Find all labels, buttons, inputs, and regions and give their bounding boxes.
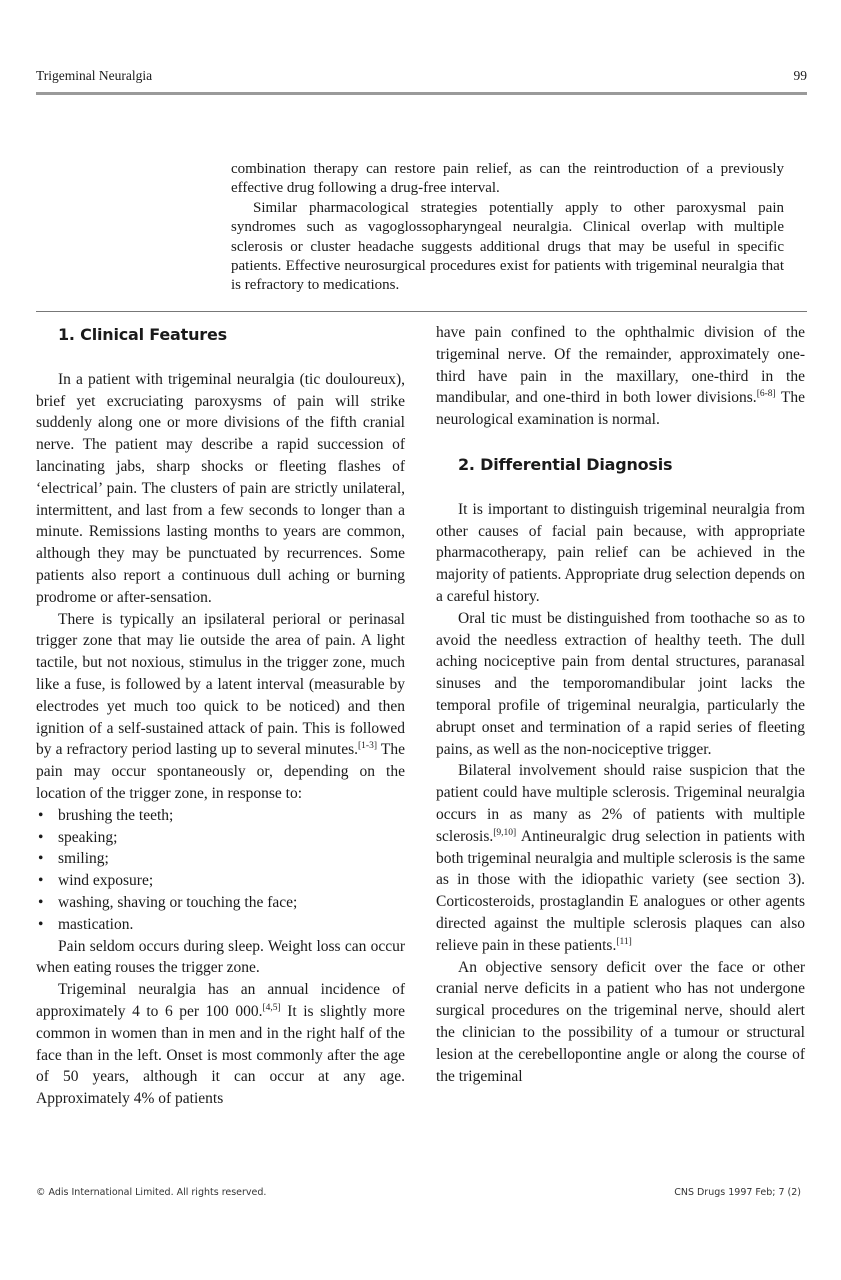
copyright-notice: © Adis International Limited. All rights reserved.: [36, 1187, 267, 1198]
citation-ref: [1-3]: [358, 741, 378, 752]
paragraph-text: Trigeminal neuralgia has an annual incidence of approximately 4 to 6 per 100 000.: [36, 981, 405, 1020]
list-item: [36, 870, 405, 892]
citation-ref: [11]: [616, 936, 632, 947]
list-item-text: brushing the teeth;: [58, 806, 174, 824]
abstract-paragraph-1: combination therapy can restore pain relief, as can the reintroduction of a previously effective drug following a drug-free interval.: [231, 161, 784, 197]
paragraph-text: Antineuralgic drug selection in patients with both trigeminal neuralgia and multiple sclerosis is the same as in those with the idiopathic variety (see section 3). Corticosteroids, prostaglandin E analogues or other agents directed against the multiple sclerosis plaques can also relieve pain in these patients.: [436, 827, 805, 954]
citation-ref: [6-8]: [756, 389, 776, 400]
list-item: [36, 892, 405, 914]
page-footer: [36, 1187, 807, 1203]
abstract-continuation: [231, 160, 784, 296]
section-1-paragraph-2: [36, 609, 405, 805]
journal-citation: CNS Drugs 1997 Feb; 7 (2): [674, 1187, 801, 1198]
bullet-icon: •: [38, 828, 44, 846]
section-2-heading: 2. Differential Diagnosis: [458, 454, 673, 474]
citation-ref: [4,5]: [262, 1002, 281, 1013]
section-1-paragraph-3: Pain seldom occurs during sleep. Weight loss can occur when eating rouses the trigger zone.: [36, 937, 405, 977]
section-1-paragraph-4: [36, 979, 405, 1110]
section-1-paragraph-4-continued: [436, 322, 805, 431]
paragraph-text: It is slightly more common in women than in men and in the right half of the face than in the left. Onset is most commonly after the age of 50 years, although it can occur at any age. Approximately 4% of patients: [36, 1002, 405, 1108]
bullet-icon: •: [38, 850, 44, 868]
page-number: 99: [793, 68, 807, 83]
header-rule: [36, 92, 807, 95]
section-2-paragraph-4: An objective sensory deficit over the face or other cranial nerve deficits in a patient who has not undergone surgical procedures on the trigeminal nerve, should alert the clinician to the possibility of a tumour or structural lesion at the cerebellopontine angle or along the course of the trigeminal: [436, 958, 805, 1085]
right-column: [436, 322, 805, 1087]
left-column: [36, 322, 405, 1110]
paragraph-text: There is typically an ipsilateral perioral or perinasal trigger zone that may lie outside the area of pain. A light tactile, but not noxious, stimulus in the trigger zone, much like a fuse, is followed by a latent interval (measurable by electrodes yet much too quick to be noticed) and then ignition of a self-sustained attack of pain. This is followed by a refractory period lasting up to several minutes.: [36, 610, 405, 759]
list-item: [36, 805, 405, 827]
list-item: [36, 827, 405, 849]
paragraph-text: The neurological examination is normal.: [436, 389, 805, 429]
section-1-paragraph-1: In a patient with trigeminal neuralgia (tic douloureux), brief yet excruciating paroxysms of pain will strike suddenly along one or more divisions of the fifth cranial nerve. The patient may describe a rapid succession of lancinating jabs, sharp shocks or fleeting flashes of ‘electrical’ pain. The clusters of pain are strictly unilateral, intermittent, and last from a few seconds to longer than a minute. Remissions lasting months to years are common, although they may be punctuated by recurrences. Some patients also report a continuous dull aching or burning prodrome or after-sensation.: [36, 370, 405, 606]
section-2-paragraph-2: Oral tic must be distinguished from toothache so as to avoid the needless extraction of healthy teeth. The dull aching nociceptive pain from dental structures, paranasal sinuses and the temporomandibular joint lacks the temporal profile of trigeminal neuralgia, particularly the abrupt onset and termination of a rapid series of fleeting pains, as well as the non-nociceptive trigger.: [436, 609, 805, 758]
section-1-heading: 1. Clinical Features: [58, 325, 227, 344]
paragraph-text: Bilateral involvement should raise suspicion that the patient could have multiple sclerosis. Trigeminal neuralgia occurs in as many as 2% of patients with multiple sclerosis.: [436, 762, 805, 845]
running-header: [36, 68, 807, 88]
list-item-text: washing, shaving or touching the face;: [58, 893, 298, 911]
trigger-list: [36, 805, 405, 936]
list-item-text: speaking;: [58, 828, 118, 846]
section-2-paragraph-1: It is important to distinguish trigeminal neuralgia from other causes of facial pain because, with appropriate pharmacotherapy, pain relief can be achieved in the majority of patients. Appropriate drug selection depends on a careful history.: [436, 500, 805, 605]
bullet-icon: •: [38, 806, 44, 824]
citation-ref: [9,10]: [493, 827, 517, 838]
abstract-paragraph-2: Similar pharmacological strategies potentially apply to other paroxysmal pain syndromes such as vagoglossopharyngeal neuralgia. Clinical overlap with multiple sclerosis or cluster headache suggests additional drugs that may be useful in specific patients. Effective neurosurgical procedures exist for patients with trigeminal neuralgia that is refractory to medications.: [231, 199, 784, 294]
list-item-text: wind exposure;: [58, 872, 154, 890]
section-divider: [36, 311, 807, 312]
section-2-paragraph-3: [436, 760, 805, 956]
list-item-text: mastication.: [58, 915, 134, 933]
bullet-icon: •: [38, 872, 44, 890]
list-item: [36, 848, 405, 870]
bullet-icon: •: [38, 893, 44, 911]
paragraph-text: The pain may occur spontaneously or, depending on the location of the trigger zone, in response to:: [36, 741, 405, 802]
bullet-icon: •: [38, 915, 44, 933]
running-title: Trigeminal Neuralgia: [36, 68, 153, 83]
paragraph-text: have pain confined to the ophthalmic division of the trigeminal nerve. Of the remainder, approximately one-third have pain in the maxillary, one-third in the mandibular, and one-third in both lower divisions.: [436, 324, 805, 407]
list-item-text: smiling;: [58, 850, 109, 868]
list-item: [36, 914, 405, 936]
